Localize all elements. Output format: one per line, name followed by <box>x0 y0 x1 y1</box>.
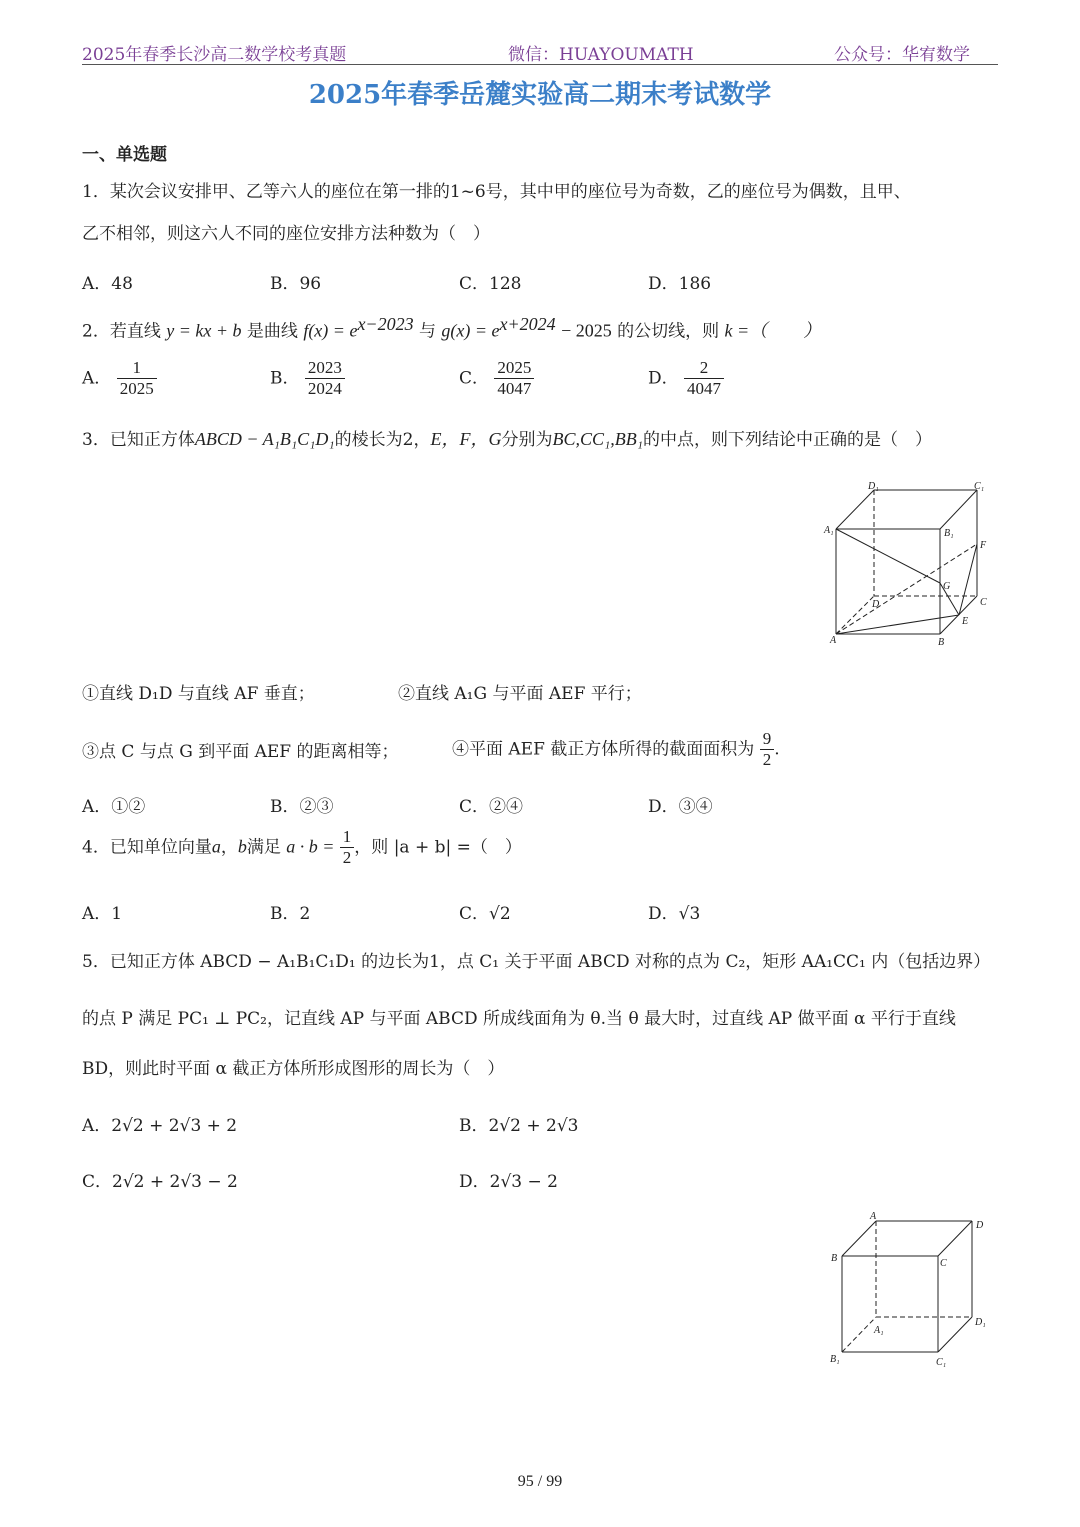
q3-fig-label: B <box>938 637 945 648</box>
q2-option-a-label: A． <box>82 368 112 389</box>
q2-f-exp: x−2023 <box>357 314 414 334</box>
q2-option-b-label: B． <box>270 368 300 389</box>
q3-option-b: B．②③ <box>270 797 334 817</box>
q3-fig-label: C <box>980 597 987 608</box>
q4-option-a: A．1 <box>82 904 123 924</box>
header-center: 微信：HUAYOUMATH <box>508 45 694 65</box>
q3-statement-2: ②直线 A₁G 与平面 AEF 平行； <box>398 684 642 704</box>
q3-cube-figure <box>822 480 994 650</box>
q3-fig-label: B₁ <box>944 528 954 539</box>
q2-ask: k =（ ） <box>724 320 822 341</box>
q4-vector-a: a <box>211 836 221 857</box>
q1-option-b: B．96 <box>270 274 322 294</box>
q2-option-c-label: C． <box>459 368 490 389</box>
q2-line-eq: y = kx + b <box>166 320 242 341</box>
q3-s4-frac: $\frac{9}{2}$ <box>760 729 775 771</box>
q4-stem <box>82 827 522 869</box>
q3-fig-label: E <box>962 616 969 627</box>
q2-mid2: 与 <box>418 321 436 342</box>
q3-fig-label: A <box>830 635 837 646</box>
q1-option-a: A．48 <box>82 274 133 294</box>
page-number: 95 / 99 <box>517 1473 563 1490</box>
q1-option-c: C．128 <box>459 274 522 294</box>
q3-statement-1: ①直线 D₁D 与直线 AF 垂直； <box>82 684 315 704</box>
q3-statement-4 <box>452 729 780 771</box>
section-heading: 一、单选题 <box>82 145 167 165</box>
q2-prefix: 2．若直线 <box>82 321 161 342</box>
q3-fig-label: D₁ <box>868 481 879 492</box>
q3-option-a: A．①② <box>82 797 146 817</box>
q3-mid: 的棱长为2， <box>334 430 431 450</box>
q1-line1: 1．某次会议安排甲、乙等六人的座位在第一排的1~6号，其中甲的座位号为奇数，乙的座位号为偶数，且甲、 <box>82 182 911 202</box>
q4-frac: $\frac{1}{2}$ <box>340 827 355 869</box>
q4-option-d: D．√3 <box>648 904 701 924</box>
q3-fig-label: F <box>980 540 987 551</box>
header-right: 公众号：华宥数学 <box>834 45 970 65</box>
q3-option-d: D．③④ <box>648 797 713 817</box>
q5-fig-label: C₁ <box>936 1357 947 1368</box>
q3-stem <box>82 430 932 449</box>
q2-g-def: g(x) = e <box>441 320 500 341</box>
q5-fig-label: D <box>976 1220 984 1231</box>
q2-option-b <box>270 358 345 400</box>
q5-fig-label: C <box>940 1258 947 1269</box>
q4-dot: a · b = <box>286 836 335 857</box>
q3-edges: BC,CC₁,BB₁ <box>552 429 644 449</box>
q3-s4-text: ④平面 AEF 截正方体所得的截面面积为 <box>452 739 755 760</box>
q2-option-c-frac: $\frac{2025}{4047}$ <box>494 358 534 400</box>
q4-option-c: C．√2 <box>459 904 511 924</box>
q4-option-b: B．2 <box>270 904 311 924</box>
header-divider <box>82 64 998 65</box>
q2-g-tail: − 2025 <box>561 320 612 341</box>
q5-option-d: D．2√3 − 2 <box>459 1172 558 1192</box>
q4-vector-b: b <box>237 836 247 857</box>
q2-option-b-frac: $\frac{2023}{2024}$ <box>305 358 345 400</box>
q3-points: E，F，G <box>430 429 502 449</box>
q2-option-d-label: D． <box>648 368 679 389</box>
q3-suffix: 的中点，则下列结论中正确的是（ ） <box>643 430 933 450</box>
page-title: 2025年春季岳麓实验高二期末考试数学 <box>308 80 772 110</box>
q5-fig-label: B₁ <box>830 1354 840 1365</box>
q2-option-a-frac: $\frac{1}{2025}$ <box>117 358 157 400</box>
q5-option-b: B．2√2 + 2√3 <box>459 1116 579 1136</box>
q2-suffix: 的公切线，则 <box>617 321 720 342</box>
q4-sep: ， <box>220 837 238 858</box>
q3-cube: ABCD − A₁B₁C₁D₁ <box>194 429 335 449</box>
q3-fig-label: C₁ <box>974 481 985 492</box>
q2-mid1: 是曲线 <box>246 321 298 342</box>
q2-g-exp: x+2024 <box>499 314 556 334</box>
q2-stem <box>82 315 821 341</box>
q2-option-d-frac: $\frac{2}{4047}$ <box>684 358 724 400</box>
q5-option-c: C．2√2 + 2√3 − 2 <box>82 1172 238 1192</box>
q2-option-c <box>459 358 534 400</box>
q3-option-c: C．②④ <box>459 797 524 817</box>
q5-fig-label: A <box>870 1211 877 1222</box>
q2-option-d <box>648 358 724 400</box>
q5-line2: 的点 P 满足 PC₁ ⊥ PC₂，记直线 AP 与平面 ABCD 所成线面角为 θ.当 θ 最大时，过直线 AP 做平面 α 平行于直线 <box>82 1009 956 1029</box>
q4-ask: ，则 |a + b| =（ ） <box>354 837 522 858</box>
q3-fig-label: D <box>872 599 880 610</box>
q3-statement-3: ③点 C 与点 G 到平面 AEF 的距离相等； <box>82 742 399 762</box>
q5-fig-label: B <box>831 1253 838 1264</box>
q5-fig-label: D₁ <box>975 1317 986 1328</box>
q3-fig-label: A₁ <box>824 525 834 536</box>
q3-prefix: 3．已知正方体 <box>82 430 195 450</box>
q5-cube-figure <box>826 1205 996 1375</box>
q3-mid2: 分别为 <box>501 430 553 450</box>
q5-line1: 5．已知正方体 ABCD − A₁B₁C₁D₁ 的边长为1，点 C₁ 关于平面 ABCD 对称的点为 C₂，矩形 AA₁CC₁ 内（包括边界） <box>82 952 991 972</box>
q1-option-d: D．186 <box>648 274 712 294</box>
q4-prefix: 4．已知单位向量 <box>82 837 212 858</box>
q5-option-a: A．2√2 + 2√3 + 2 <box>82 1116 238 1136</box>
q5-line3: BD，则此时平面 α 截正方体所形成图形的周长为（ ） <box>82 1059 505 1079</box>
q2-f-def: f(x) = e <box>303 320 358 341</box>
q1-line2: 乙不相邻，则这六人不同的座位安排方法种数为（ ） <box>82 224 490 244</box>
q5-fig-label: A₁ <box>874 1325 884 1336</box>
header-left: 2025年春季长沙高二数学校考真题 <box>82 45 347 65</box>
q3-s4-end: . <box>774 739 780 760</box>
q2-option-a <box>82 358 157 400</box>
q3-fig-label: G <box>943 581 951 592</box>
q4-mid: 满足 <box>246 837 281 858</box>
